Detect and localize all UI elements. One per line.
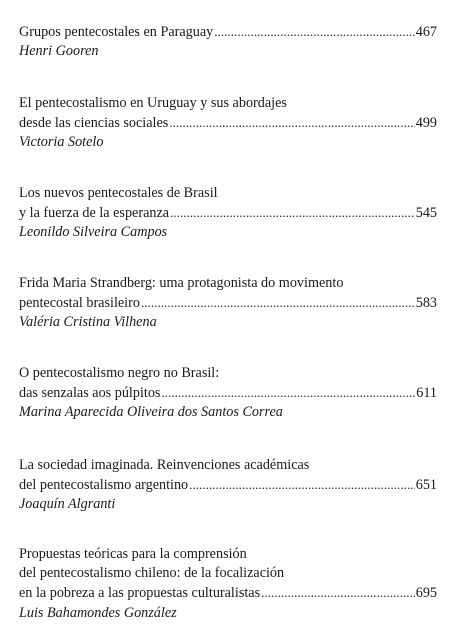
toc-author: Valéria Cristina Vilhena [19,314,157,331]
toc-entry [19,274,437,333]
toc-title: O pentecostalismo negro no Brasil: [19,365,220,381]
toc-page-number: 611 [416,385,437,402]
toc-title: en la pobreza a las propuestas culturalistas [19,585,261,602]
dot-leader [169,113,414,133]
dot-leader [214,22,414,42]
toc-title: del pentecostalismo argentino [19,477,189,494]
toc-entry [19,545,437,623]
dot-leader [261,583,415,603]
toc-title: das senzalas aos púlpitos [19,385,161,402]
toc-title: Frida Maria Strandberg: uma protagonista do movimento [19,275,344,291]
dot-leader [141,293,415,313]
toc-author: Joaquín Algranti [19,496,116,513]
toc-title-line [19,583,437,603]
toc-entry [19,184,437,243]
toc-author: Marina Aparecida Oliveira dos Santos Correa [19,404,283,421]
toc-title-line [19,293,437,313]
toc-entry [19,364,437,423]
toc-page-number: 545 [415,205,437,222]
toc-page-number: 499 [415,115,437,132]
toc-page-number: 651 [415,477,437,494]
toc-entry [19,94,437,153]
toc-title-line [19,475,437,495]
dot-leader [170,203,415,223]
toc-title: Propuestas teóricas para la comprensión [19,546,247,562]
toc-author: Victoria Sotelo [19,134,104,151]
dot-leader [189,475,415,495]
toc-page-number: 467 [415,24,437,40]
toc-title-line [19,113,437,133]
toc-title: Grupos pentecostales en Paraguay [19,24,214,40]
toc-title: del pentecostalismo chileno: de la focalización [19,565,285,582]
toc-title: y la fuerza de la esperanza [19,205,170,222]
toc-page-number: 583 [415,295,437,312]
toc-title: Los nuevos pentecostales de Brasil [19,185,218,201]
toc-title: pentecostal brasileiro [19,295,140,312]
toc-title-line [19,203,437,223]
toc-author: Henri Gooren [19,43,99,60]
toc-title: desde las ciencias sociales [19,115,169,132]
toc-title-line [19,383,437,403]
toc-title: El pentecostalismo en Uruguay y sus abordajes [19,95,287,111]
toc-author: Leonildo Silveira Campos [19,224,168,241]
toc-author: Luis Bahamondes González [19,604,177,621]
toc-entry [19,22,437,61]
dot-leader [161,383,415,403]
toc-title-line [19,22,437,42]
toc-title: La sociedad imaginada. Reinvenciones académicas [19,457,310,473]
toc-entry [19,456,437,515]
toc-page-number: 695 [415,585,437,602]
